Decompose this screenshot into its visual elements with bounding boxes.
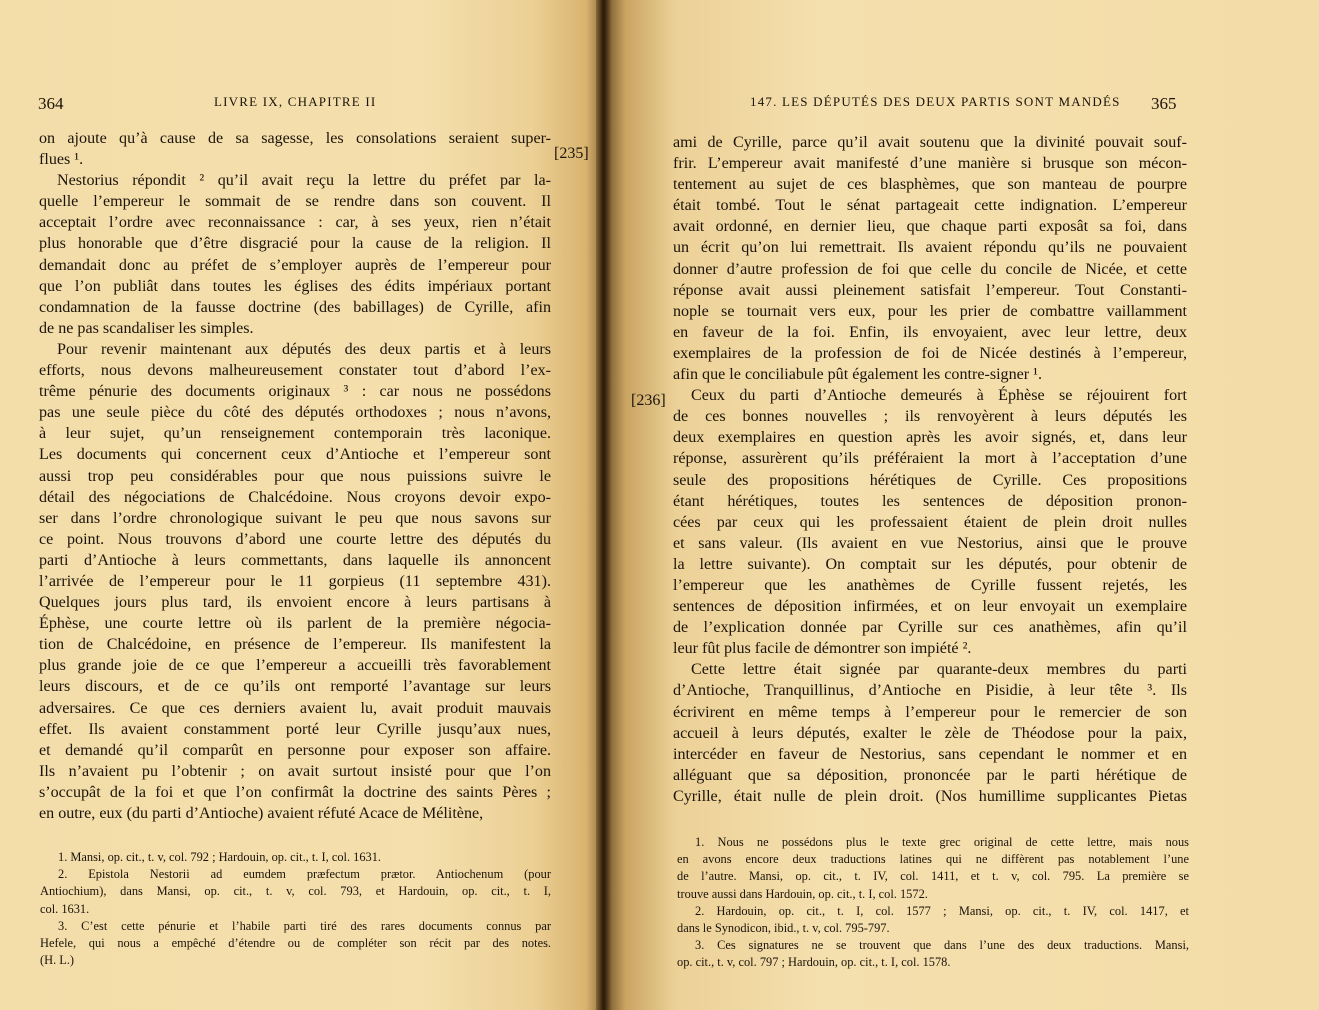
text-line: réponse avait aussi pleinement satisfait l’empereur. Tout Constanti-: [673, 281, 1187, 299]
left-footnotes: [40, 849, 551, 969]
footnote-line: 3. Ces signatures ne se trouvent que dans l’une des deux traductions. Mansi,: [695, 938, 1189, 953]
text-line: sentences de déposition infirmées, et on leur envoyait un exemplaire: [673, 598, 1187, 616]
text-line: ami de Cyrille, parce qu’il avait soutenu que la divinité pouvait souf-: [673, 134, 1187, 151]
footnote-line: (H. L.): [40, 953, 75, 968]
footnote-line: op. cit., t. v, col. 797 ; Hardouin, op. cit., t. I, col. 1578.: [677, 955, 951, 970]
text-line: en outre, eux (du parti d’Antioche) avaient réfuté Acace de Mélitène,: [39, 805, 484, 822]
text-line: l’arrivée de l’empereur pour le 11 gorpieus (11 septembre 431).: [39, 572, 551, 590]
footnote-line: Antiochium), dans Mansi, op. cit., t. v, col. 793, et Hardouin, op. cit., t. I,: [40, 884, 551, 899]
text-line: Pour revenir maintenant aux députés des deux partis et à leurs: [57, 340, 551, 358]
right-running-head: 147. LES DÉPUTÉS DES DEUX PARTIS SONT MANDÉS: [750, 94, 1121, 109]
margin-mark-235: [235]: [554, 145, 589, 162]
text-line: Cyrille, était nulle de plein droit. (Nos humillime supplicantes Pietas: [673, 787, 1187, 805]
text-line: ce point. Nous trouvons d’abord une courte lettre des députés du: [39, 530, 551, 548]
text-line: Ceux du parti d’Antioche demeurés à Éphèse se réjouirent fort: [691, 387, 1187, 405]
footnote-line: trouve aussi dans Hardouin, op. cit., t. I, col. 1572.: [677, 886, 928, 901]
text-line: Nestorius répondit ² qu’il avait reçu la lettre du préfet par la-: [57, 172, 551, 190]
footnote-line: 1. Nous ne possédons plus le texte grec original de cette lettre, mais nous: [695, 835, 1189, 849]
footnote-line: 2. Epistola Nestorii ad eumdem præfectum prætor. Antiochenum (pour: [58, 867, 551, 882]
text-line: s’occupât de la foi et que l’on confirmât la doctrine des saints Pères ;: [39, 783, 551, 801]
footnote-line: col. 1631.: [40, 901, 90, 916]
text-line: plus grande joie de ce que l’empereur a accueilli très favorablement: [39, 657, 551, 675]
right-page: [604, 0, 1319, 1010]
text-line: alléguant que sa déposition, prononcée par le parti hérétique de: [673, 766, 1187, 784]
text-line: l’empereur que les anathèmes de Cyrille fussent rejetés, les: [673, 576, 1187, 594]
text-line: la lettre suivante). On comptait sur les députés, pour obtenir de: [673, 555, 1187, 573]
text-line: tentement au sujet de ces blasphèmes, que son manteau de pourpre: [673, 176, 1187, 194]
text-line: donner d’autre profession de foi que celle du concile de Nicée, et cette: [673, 260, 1187, 278]
book-gutter: [596, 0, 612, 1010]
text-line: deux exemplaires en question après les avoir signés, et, dans leur: [673, 429, 1187, 447]
text-line: réponse, assurèrent qu’ils préféraient la mort à l’acceptation d’une: [673, 450, 1187, 468]
margin-mark-236: [236]: [631, 392, 666, 409]
text-line: leurs discours, et de ce qu’ils ont remporté l’avantage sur leurs: [39, 678, 551, 696]
text-line: cées par ceux qui les professaient étaient de plein droit nulles: [673, 513, 1187, 531]
text-line: et sans valeur. (Ils avaient en vue Nestorius, ainsi que le prouve: [673, 534, 1187, 552]
text-line: ser dans l’ordre chronologique suivant le peu que nous savons sur: [39, 509, 551, 527]
text-line: demandait donc au préfet de s’employer auprès de l’empereur pour: [39, 256, 551, 274]
left-body-text: [39, 128, 551, 824]
text-line: était tombé. Tout le sénat partageait cette indignation. L’empereur: [673, 197, 1187, 215]
left-page: [0, 0, 604, 1010]
text-line: aussi trop peu considérables pour que nous puissions suivre le: [39, 467, 551, 485]
right-body-text: [673, 132, 1187, 807]
text-line: tion de Chalcédoine, en présence de l’empereur. Ils manifestent la: [39, 636, 551, 654]
text-line: quelle l’empereur le sommait de se rendre dans son couvent. Il: [39, 193, 551, 211]
text-line: intercéder en faveur de Nestorius, sans cependant le nommer et en: [673, 745, 1187, 763]
right-footnotes: [677, 834, 1189, 972]
text-line: Les documents qui concernent ceux d’Antioche et l’empereur sont: [39, 446, 551, 464]
text-line: exemplaires de la profession de foi de Nicée destinés à l’empereur,: [673, 344, 1187, 362]
text-line: leur fût plus facile de démontrer son impiété ².: [673, 640, 972, 658]
text-line: seule des propositions hérétiques de Cyrille. Ces propositions: [673, 471, 1187, 489]
text-line: d’Antioche, Tranquillinus, d’Antioche en Pisidie, à leur tête ³. Ils: [673, 682, 1187, 700]
left-running-head: LIVRE IX, CHAPITRE II: [214, 94, 377, 109]
text-line: un écrit qu’on lui remettrait. Ils avaient répondu qu’ils ne pouvaient: [673, 239, 1187, 257]
text-line: Ils n’avaient pu l’obtenir ; on avait surtout insisté pour que l’on: [39, 762, 551, 780]
text-line: frir. L’empereur avait manifesté d’une manière si brusque son mécon-: [673, 155, 1187, 173]
footnote-line: de l’autre. Mansi, op. cit., t. IV, col. 1411, et t. v, col. 795. La première se: [677, 869, 1189, 884]
text-line: à leur sujet, qu’un renseignement contemporain très laconique.: [39, 425, 551, 443]
right-page-number: 365: [1151, 94, 1177, 113]
text-line: de ne pas scandaliser les simples.: [39, 319, 254, 337]
text-line: adversaires. Ce que ces derniers avaient lu, avait produit mauvais: [39, 699, 551, 717]
text-line: acceptait l’ordre avec reconnaissance : car, à ses yeux, rien n’était: [39, 214, 551, 232]
footnote-line: 1. Mansi, op. cit., t. v, col. 792 ; Hardouin, op. cit., t. I, col. 1631.: [58, 850, 382, 864]
text-line: et demandé qu’il comparût en personne pour exposer son affaire.: [39, 741, 551, 759]
text-line: nople se tournait vers eux, pour les prier de combattre vaillamment: [673, 302, 1187, 320]
left-page-number: 364: [38, 94, 64, 113]
text-line: parti d’Antioche à leurs commettants, dans laquelle ils annoncent: [39, 551, 551, 569]
text-line: Éphèse, une courte lettre où ils parlent de la première négocia-: [39, 615, 551, 633]
text-line: afin que le conciliabule pût également les contre-signer ¹.: [673, 366, 1043, 384]
text-line: efforts, nous devons malheureusement constater tout d’abord l’ex-: [39, 362, 551, 380]
text-line: de ces bonnes nouvelles ; ils renvoyèrent à leurs députés les: [673, 408, 1187, 426]
text-line: en faveur de la foi. Enfin, ils envoyaient, avec leur lettre, deux: [673, 323, 1187, 341]
text-line: trême pénurie des documents originaux ³ : car nous ne possédons: [39, 383, 551, 401]
text-line: plus honorable que d’être disgracié pour la cause de la religion. Il: [39, 235, 551, 253]
text-line: Cette lettre était signée par quarante-deux membres du parti: [691, 661, 1187, 679]
text-line: effet. Ils avaient constamment porté leur Cyrille jusqu’aux nues,: [39, 720, 551, 738]
footnote-line: 2. Hardouin, op. cit., t. I, col. 1577 ; Mansi, op. cit., t. IV, col. 1417, et: [695, 903, 1189, 918]
text-line: pas une seule pièce du côté des députés orthodoxes ; nous n’avons,: [39, 404, 551, 422]
footnote-line: 3. C’est cette pénurie et l’habile parti tiré des rares documents connus par: [58, 918, 551, 933]
footnote-line: en avons encore deux traductions latines qui ne diffèrent pas notablement l’une: [677, 852, 1189, 867]
text-line: avait ordonné, en dernier lieu, que chaque parti exposât sa foi, dans: [673, 218, 1187, 236]
text-line: Quelques jours plus tard, ils envoient encore à leurs partisans à: [39, 594, 551, 612]
text-line: détail des négociations de Chalcédoine. Nous croyons devoir expo-: [39, 488, 551, 506]
text-line: de l’explication donnée par Cyrille sur ces anathèmes, afin qu’il: [673, 619, 1187, 637]
text-line: accueil à leurs députés, exalter le zèle de Théodose pour la paix,: [673, 724, 1187, 742]
footnote-line: dans le Synodicon, ibid., t. v, col. 795-797.: [677, 921, 890, 936]
text-line: écrivirent en même temps à l’empereur pour le remercier de son: [673, 703, 1187, 721]
text-line: flues ¹.: [39, 151, 84, 169]
text-line: étant hérétiques, toutes les sentences de déposition pronon-: [673, 492, 1187, 510]
text-line: condamnation de la fausse doctrine (des babillages) de Cyrille, afin: [39, 298, 551, 316]
text-line: on ajoute qu’à cause de sa sagesse, les consolations seraient super-: [39, 130, 551, 147]
text-line: que l’on publiât dans toutes les églises des édits impériaux portant: [39, 277, 551, 295]
footnote-line: Hefele, qui nous a empêché d’étendre ou de compléter son récit par des notes.: [40, 936, 551, 951]
